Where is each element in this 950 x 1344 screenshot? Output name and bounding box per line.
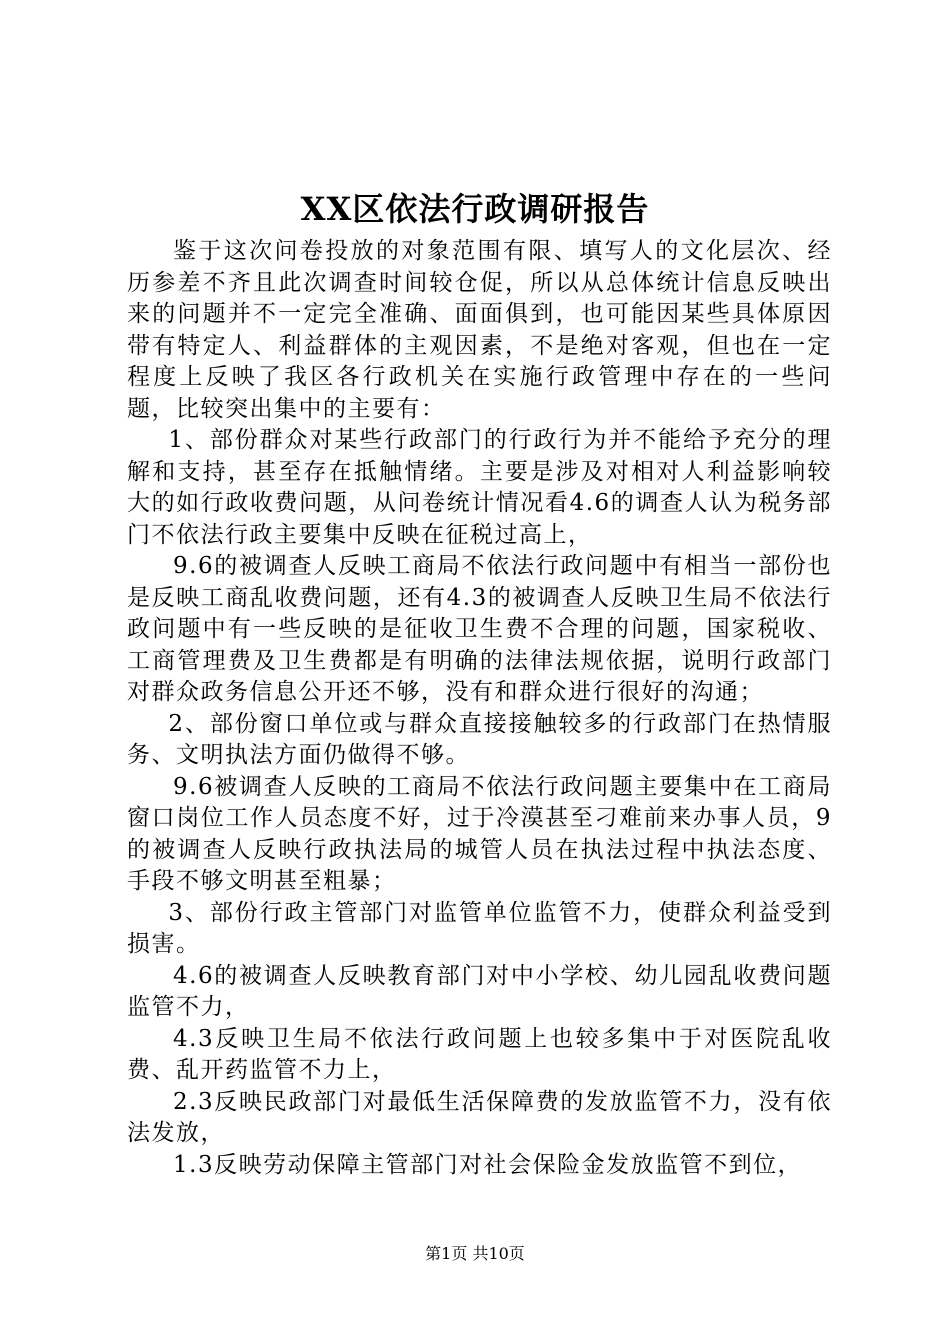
- paragraph-point-1: 1、部份群众对某些行政部门的行政行为并不能给予充分的理解和支持，甚至存在抵触情绪。主要是涉及对相对人利益影响较大的如行政收费问题，从问卷统计情况看4.6的调查人认为税务部门不依法行政主要集中反映在征税过高上，: [127, 427, 832, 548]
- paragraph: 1.3反映劳动保障主管部门对社会保险金发放监管不到位，: [173, 1151, 803, 1178]
- paragraph: 4.3反映卫生局不依法行政问题上也较多集中于对医院乱收费、乱开药监管不力上，: [127, 1025, 832, 1083]
- paragraph: 9.6被调查人反映的工商局不依法行政问题主要集中在工商局窗口岗位工作人员态度不好，过于冷漠甚至刁难前来办事人员，9的被调查人反映行政执法局的城管人员在执法过程中执法态度、手段不够文明甚至粗暴；: [127, 773, 832, 894]
- paragraph-point-2: 2、部份窗口单位或与群众直接接触较多的行政部门在热情服务、文明执法方面仍做得不够。: [127, 710, 832, 768]
- document-body: [127, 236, 832, 1181]
- paragraph-point-3: 3、部份行政主管部门对监管单位监管不力，使群众利益受到损害。: [127, 899, 832, 957]
- document-title: XX区依法行政调研报告: [300, 190, 650, 228]
- paragraph: 4.6的被调查人反映教育部门对中小学校、幼儿园乱收费问题监管不力，: [127, 962, 832, 1020]
- paragraph: 2.3反映民政部门对最低生活保障费的发放监管不力，没有依法发放，: [127, 1088, 832, 1146]
- paragraph: 9.6的被调查人反映工商局不依法行政问题中有相当一部份也是反映工商乱收费问题，还有4.3的被调查人反映卫生局不依法行政问题中有一些反映的是征收卫生费不合理的问题，国家税收、工商管理费及卫生费都是有明确的法律法规依据，说明行政部门对群众政务信息公开还不够，没有和群众进行很好的沟通；: [127, 553, 832, 705]
- page-number-footer: 第1页 共10页: [425, 1244, 525, 1263]
- paragraph-intro: 鉴于这次问卷投放的对象范围有限、填写人的文化层次、经历参差不齐且此次调查时间较仓促，所以从总体统计信息反映出来的问题并不一定完全准确、面面俱到，也可能因某些具体原因带有特定人、利益群体的主观因素，不是绝对客观，但也在一定程度上反映了我区各行政机关在实施行政管理中存在的一些问题，比较突出集中的主要有：: [127, 238, 832, 422]
